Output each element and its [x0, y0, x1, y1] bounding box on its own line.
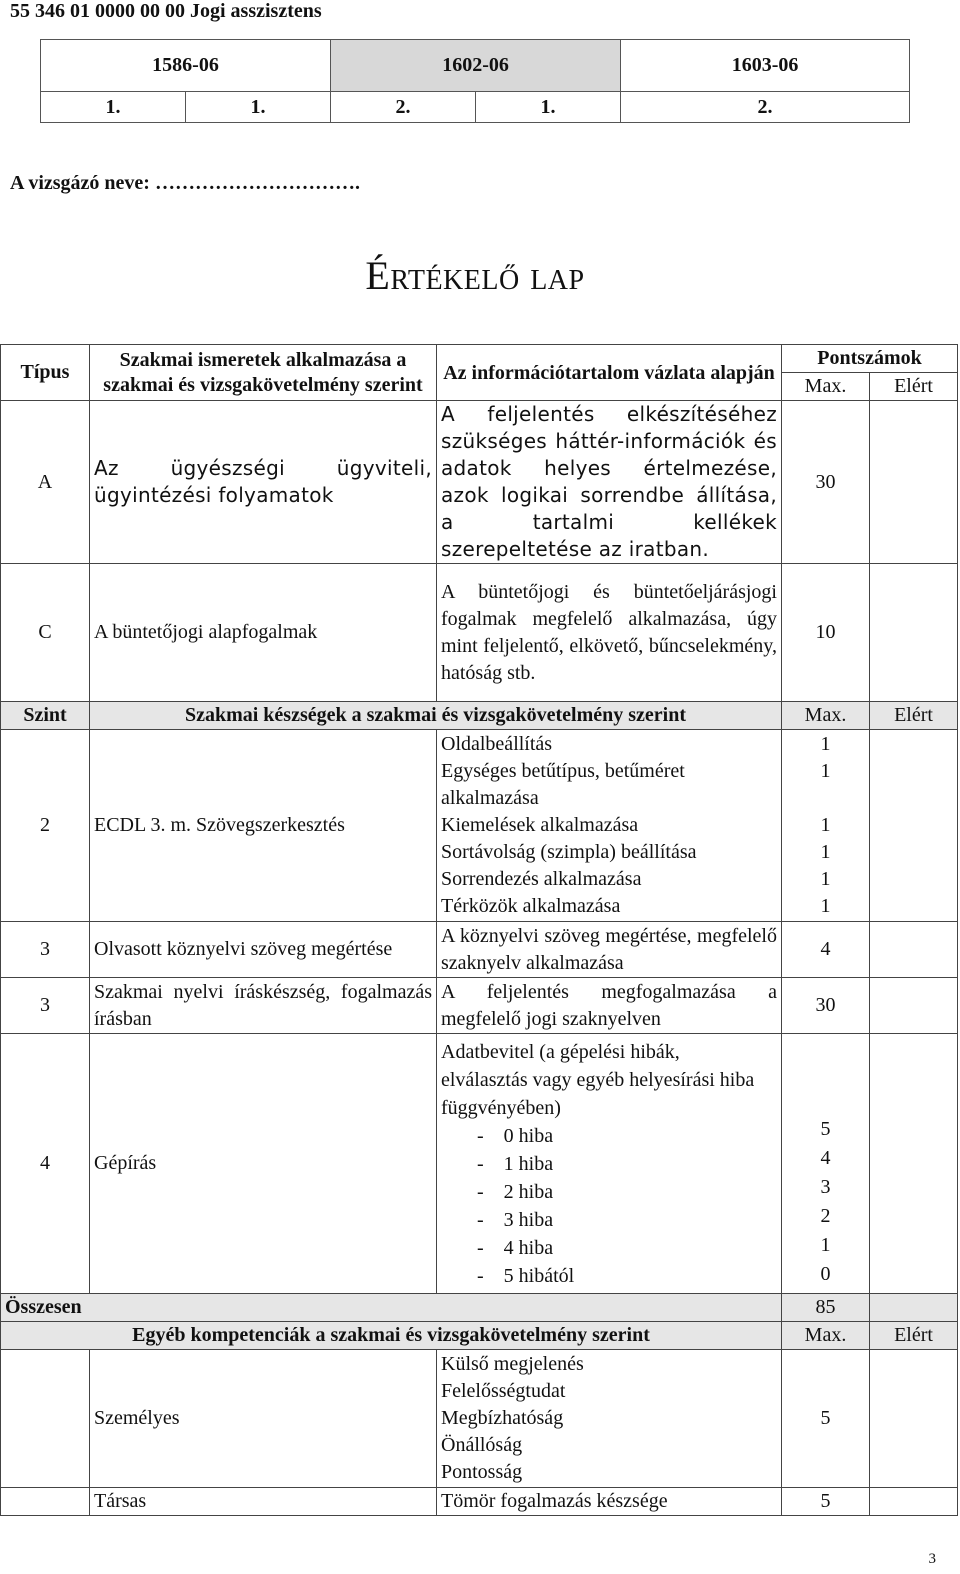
ecdl-max: 1: [820, 895, 831, 917]
row-topic: Személyes: [90, 1350, 437, 1488]
row-level: 2: [1, 730, 90, 922]
task-number: 1.: [186, 92, 331, 123]
task-number: 2.: [621, 92, 910, 123]
other-competencies-header: Egyéb kompetenciák a szakmai és vizsgakövetelmény szerint: [1, 1322, 782, 1350]
typing-max: 3: [820, 1176, 831, 1198]
ecdl-item: Sortávolság (szimpla) beállítása: [441, 841, 697, 863]
row-topic: ECDL 3. m. Szövegszerkesztés: [90, 730, 437, 922]
ecdl-item: Sorrendezés alkalmazása: [441, 868, 642, 890]
ecdl-max: 1: [820, 733, 831, 755]
row-topic: A büntetőjogi alapfogalmak: [90, 564, 437, 702]
header-type: Típus: [1, 345, 90, 401]
row-topic: Társas: [90, 1488, 437, 1516]
ecdl-max: 1: [820, 814, 831, 836]
evaluation-table: Típus Szakmai ismeretek alkalmazása a szakmai és vizsgakövetelmény szerint Az információtartalom vázlata alapján Pontszámok Max. Elért A Az ügyészségi ügyviteli, ügyintézési folyamatok A feljelentés elkészítéséhez szükséges háttér-információk és adatok helyes értelmezése, azok logikai sorrendbe állítása, a tartalmi kellékek szerepeltetése az iratban. 30 C A büntetőjogi alapfogalmak A büntetőjogi és büntetőeljárásjogi fogalmak megfelelő alkalmazása, úgy mint feljelentő, elkövető, bűncselekmény, hatóság stb. 10 Szint Szakmai készségek a szakmai és vizsgakövetelmény szerint Max. Elért 2 ECDL 3. m. Szövegszerkesztés Oldalbeállítás Egységes betűtípus, betűméret alkalmazása Kiemelések alkalmazása Sortávolság (szimpla) beállítása Sorrendezés alkalmazása Térközök alkalmazása 1 1 1 1 1 1 3 Olvasott köznyelvi szöveg megértése A köznyelvi szöveg megértése, megfelelő szaknyelv alkalmazása 4 3 Szakmai nyelvi íráskészség, fogalmazás írásban A feljelentés megfogalmazása a megfelelő jogi szaknyelven 30 4 Gépírás Adatbevitel (a gépelési hibák, elválasztás vagy egyéb helyesírási hiba függvényében) - 0 hiba - 1 hiba - 2 hiba - 3 hiba - 4 hiba - 5 hibától 5 4 3 2 1 0 Összesen 85 Egyéb kompetenciák a szakmai és vizsgakövetelmény szerint Max. Elért Személyes Külső megjelenés Felelősségtudat Megbízhatóság Önállóság Pontosság 5 Társas Tömör fogalmazás készsége 5: [0, 344, 958, 1516]
row-level: 4: [1, 1034, 90, 1294]
typing-error-item: 0 hiba: [503, 1124, 554, 1147]
skills-achieved-header: Elért: [870, 702, 958, 730]
row-type-a: A: [1, 401, 90, 564]
ecdl-max: 1: [820, 868, 831, 890]
typing-max: 4: [820, 1147, 831, 1169]
typing-error-item: 3 hiba: [503, 1208, 554, 1231]
ecdl-max: 1: [820, 841, 831, 863]
skills-header: Szakmai készségek a szakmai és vizsgakövetelmény szerint: [90, 702, 782, 730]
page-number: 3: [928, 1551, 936, 1567]
row-topic: Szakmai nyelvi íráskészség, fogalmazás írásban: [90, 978, 437, 1034]
row-achieved-points[interactable]: [870, 564, 958, 702]
other-achieved-header: Elért: [870, 1322, 958, 1350]
row-achieved-points[interactable]: [870, 978, 958, 1034]
row-achieved-points[interactable]: [870, 1350, 958, 1488]
row-topic: Gépírás: [90, 1034, 437, 1294]
typing-max: 1: [820, 1234, 831, 1256]
row-description: A köznyelvi szöveg megértése, megfelelő szaknyelv alkalmazása: [437, 922, 782, 978]
row-type-c: C: [1, 564, 90, 702]
other-max-header: Max.: [782, 1322, 870, 1350]
header-knowledge: Szakmai ismeretek alkalmazása a szakmai és vizsgakövetelmény szerint: [90, 345, 437, 401]
ecdl-item: Térközök alkalmazása: [441, 895, 621, 917]
header-achieved: Elért: [870, 373, 958, 401]
row-max-points: 10: [782, 564, 870, 702]
skills-max-header: Max.: [782, 702, 870, 730]
row-level: 3: [1, 978, 90, 1034]
document-header: 55 346 01 0000 00 00 Jogi asszisztens: [10, 0, 322, 22]
task-number: 1.: [476, 92, 621, 123]
task-number: 2.: [331, 92, 476, 123]
row-achieved-points[interactable]: [870, 401, 958, 564]
row-description: Tömör fogalmazás készsége: [437, 1488, 782, 1516]
page-title-rest: rtékelő lap: [390, 253, 585, 298]
row-max-points: 5: [782, 1350, 870, 1488]
typing-max: 2: [820, 1205, 831, 1227]
row-description: A büntetőjogi és büntetőeljárásjogi fogalmak megfelelő alkalmazása, úgy mint feljelentő, elkövető, bűncselekmény, hatóság stb.: [437, 564, 782, 702]
module-code-table: [40, 39, 910, 123]
personal-item: Külső megjelenés: [441, 1353, 584, 1375]
typing-error-item: 2 hiba: [503, 1180, 554, 1203]
module-code-2: 1602-06: [331, 40, 621, 92]
personal-item: Megbízhatóság: [441, 1407, 564, 1429]
typing-intro: Adatbevitel (a gépelési hibák, elválasztás vagy egyéb helyesírási hiba függvényében): [441, 1040, 755, 1119]
header-points: Pontszámok: [782, 345, 958, 373]
row-topic: Olvasott köznyelvi szöveg megértése: [90, 922, 437, 978]
candidate-name-line: A vizsgázó neve: ………………………….: [10, 172, 360, 194]
row-max-points: 4: [782, 922, 870, 978]
row-achieved-points[interactable]: [870, 730, 958, 922]
header-information: Az információtartalom vázlata alapján: [437, 345, 782, 401]
typing-error-item: 1 hiba: [503, 1152, 554, 1175]
personal-item: Pontosság: [441, 1461, 523, 1483]
ecdl-item: Oldalbeállítás: [441, 733, 553, 755]
header-max: Max.: [782, 373, 870, 401]
page-title-initial: É: [365, 253, 391, 298]
row-max-points: 5: [782, 1488, 870, 1516]
row-max-points: 30: [782, 401, 870, 564]
row-max-points: 30: [782, 978, 870, 1034]
total-label: Összesen: [1, 1294, 782, 1322]
personal-item: Önállóság: [441, 1434, 523, 1456]
row-topic: Az ügyészségi ügyviteli, ügyintézési folyamatok: [90, 401, 437, 564]
typing-max: 5: [820, 1118, 831, 1140]
typing-error-item: 4 hiba: [503, 1236, 554, 1259]
row-level: 3: [1, 922, 90, 978]
row-achieved-points[interactable]: [870, 1034, 958, 1294]
row-achieved-points[interactable]: [870, 922, 958, 978]
module-code-3: 1603-06: [621, 40, 910, 92]
ecdl-item: Egységes betűtípus, betűméret alkalmazása: [441, 760, 685, 809]
page-title: [0, 252, 950, 299]
personal-item: Felelősségtudat: [441, 1380, 566, 1402]
skills-level-header: Szint: [1, 702, 90, 730]
row-description: A feljelentés megfogalmazása a megfelelő jogi szaknyelven: [437, 978, 782, 1034]
typing-max: 0: [820, 1263, 831, 1285]
total-achieved[interactable]: [870, 1294, 958, 1322]
total-max: 85: [782, 1294, 870, 1322]
row-achieved-points[interactable]: [870, 1488, 958, 1516]
module-code-1: 1586-06: [41, 40, 331, 92]
row-description: A feljelentés elkészítéséhez szükséges háttér-információk és adatok helyes értelmezése, azok logikai sorrendbe állítása, a tartalmi kellékek szerepeltetése az iratban.: [437, 401, 782, 564]
typing-error-item: 5 hibától: [503, 1264, 575, 1287]
ecdl-max: 1: [820, 760, 831, 782]
ecdl-item: Kiemelések alkalmazása: [441, 814, 639, 836]
task-number: 1.: [41, 92, 186, 123]
